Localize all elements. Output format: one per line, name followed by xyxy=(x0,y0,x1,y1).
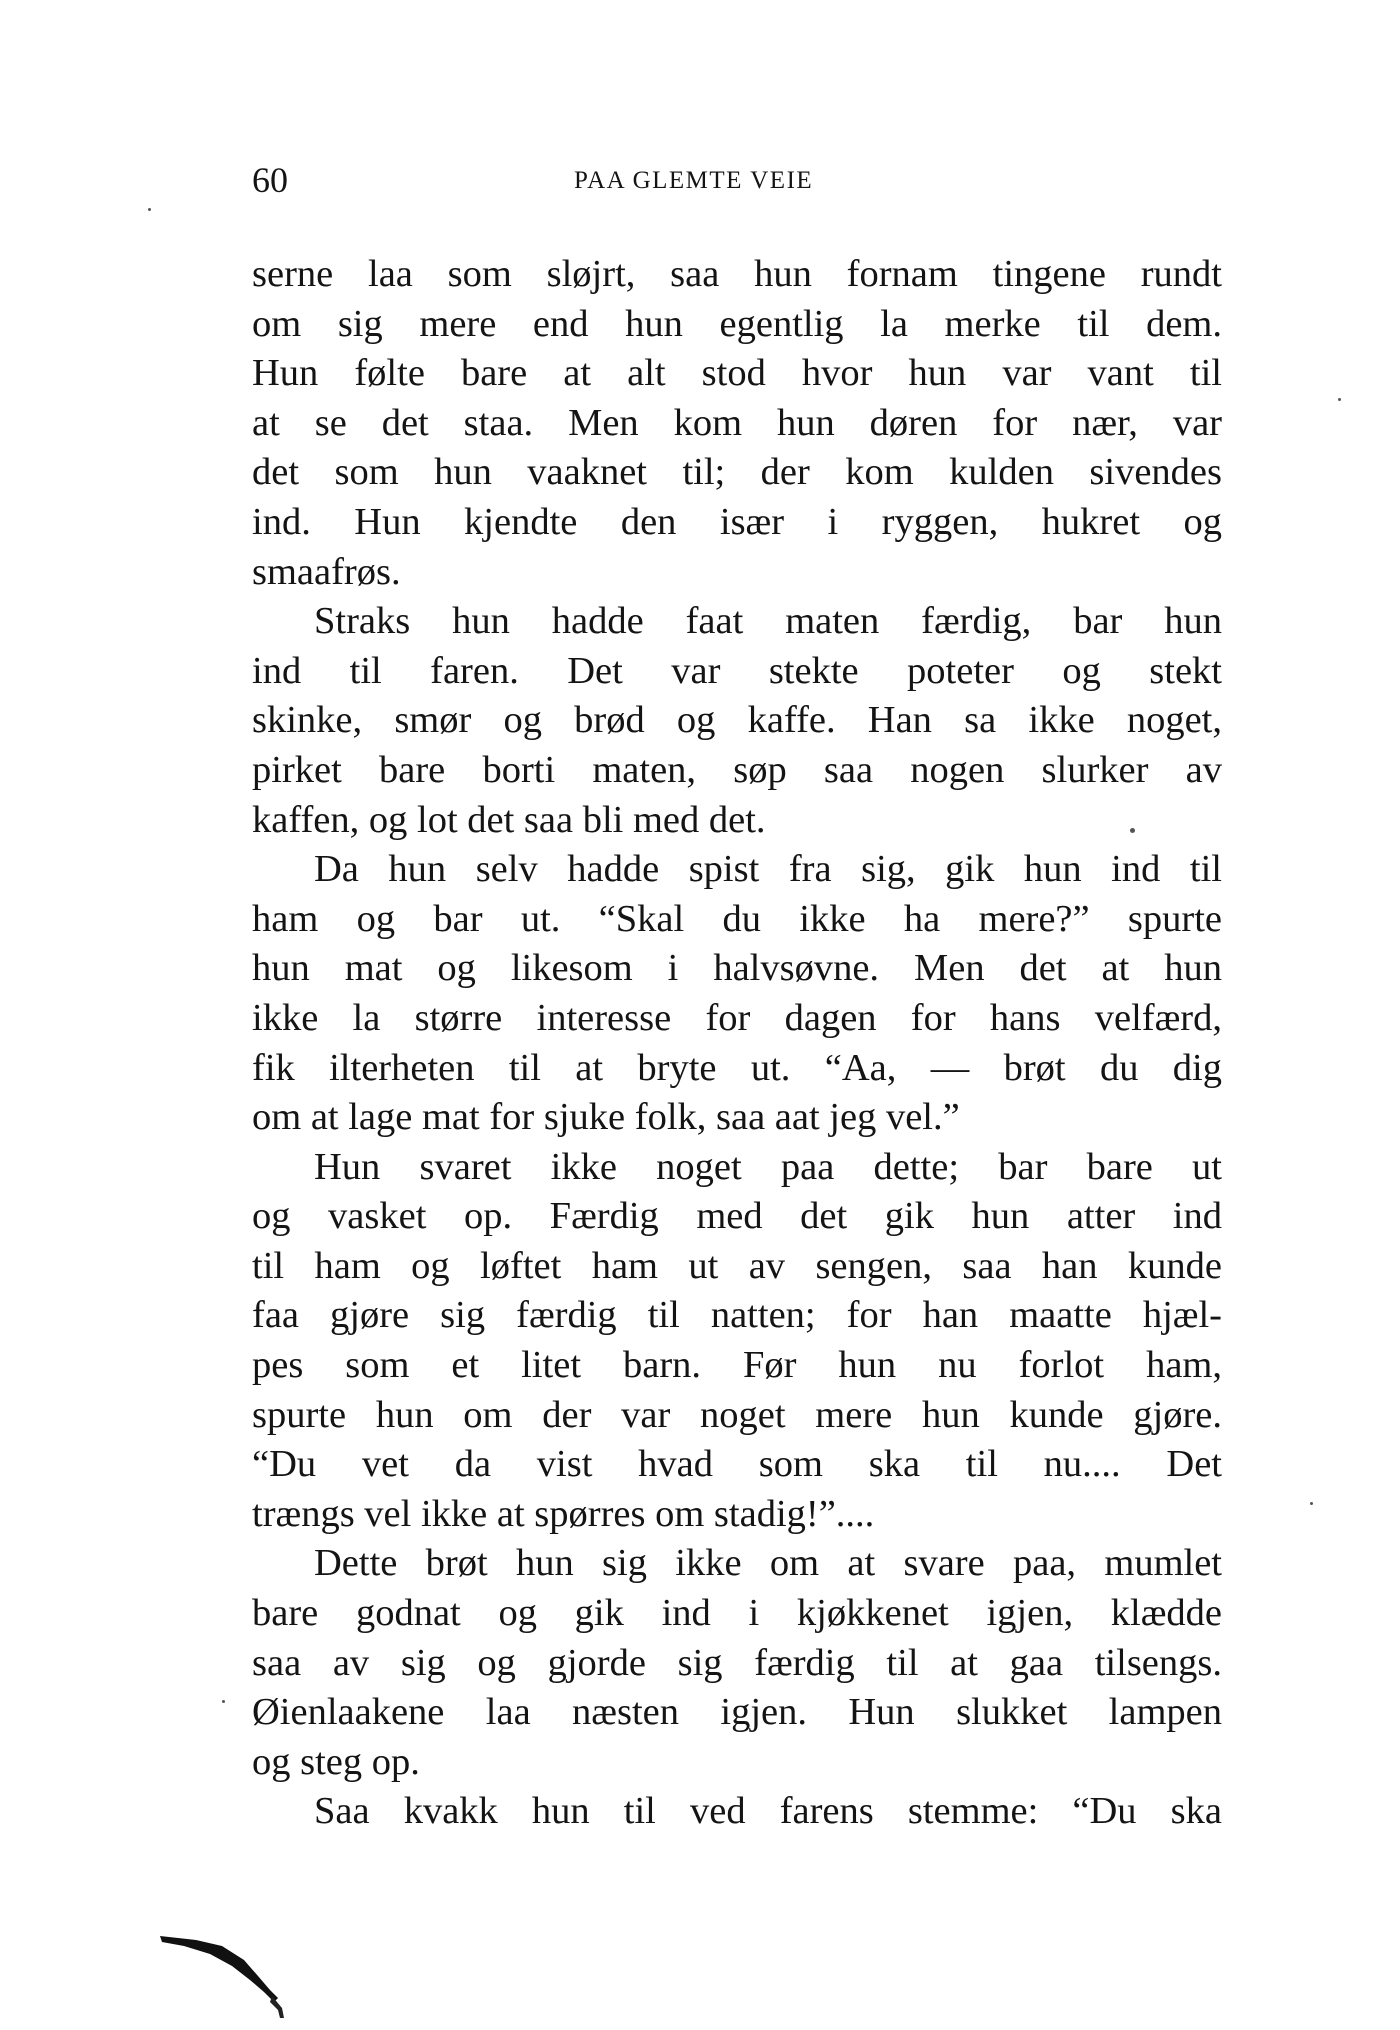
text-line: ham og bar ut. “Skal du ikke ha mere?” spurte xyxy=(252,897,1222,940)
text-line: Dette brøt hun sig ikke om at svare paa, mumlet xyxy=(314,1542,1222,1585)
text-line: ind. Hun kjendte den især i ryggen, hukret og xyxy=(252,500,1222,543)
scan-speck xyxy=(222,1700,225,1703)
text-line: ind til faren. Det var stekte poteter og stekt xyxy=(252,649,1222,692)
text-line: Straks hun hadde faat maten færdig, bar hun xyxy=(314,600,1222,643)
text-line: “Du vet da vist hvad som ska til nu.... Det xyxy=(252,1443,1222,1486)
text-line: faa gjøre sig færdig til natten; for han maatte hjæl- xyxy=(252,1294,1222,1337)
scan-speck xyxy=(148,208,151,211)
text-line: at se det staa. Men kom hun døren for nær, var xyxy=(252,401,1222,444)
body-text xyxy=(252,250,1222,1837)
text-line: kaffen, og lot det saa bli med det. xyxy=(252,798,766,841)
text-line: serne laa som sløjrt, saa hun fornam tingene rundt xyxy=(252,253,1222,295)
text-line: trængs vel ikke at spørres om stadig!”.... xyxy=(252,1492,875,1535)
text-line: Saa kvakk hun til ved farens stemme: “Du ska xyxy=(314,1790,1222,1833)
text-line: bare godnat og gik ind i kjøkkenet igjen, klædde xyxy=(252,1592,1222,1635)
ink-smudge xyxy=(160,1930,300,2020)
text-line: om at lage mat for sjuke folk, saa aat jeg vel.” xyxy=(252,1096,960,1139)
text-line: Øienlaakene laa næsten igjen. Hun slukket lampen xyxy=(252,1691,1222,1734)
text-line: hun mat og likesom i halvsøvne. Men det at hun xyxy=(252,947,1222,990)
scan-speck xyxy=(1338,398,1341,401)
text-line: til ham og løftet ham ut av sengen, saa han kunde xyxy=(252,1244,1222,1287)
text-line: fik ilterheten til at bryte ut. “Aa, — brøt du dig xyxy=(252,1046,1222,1089)
running-head: PAA GLEMTE VEIE xyxy=(574,167,814,194)
text-line: og vasket op. Færdig med det gik hun atter ind xyxy=(252,1195,1222,1238)
text-line: ikke la større interesse for dagen for hans velfærd, xyxy=(252,996,1222,1039)
scan-speck xyxy=(1130,828,1135,833)
text-line: spurte hun om der var noget mere hun kunde gjøre. xyxy=(252,1393,1222,1436)
text-line: Da hun selv hadde spist fra sig, gik hun ind til xyxy=(314,848,1222,891)
text-line: Hun følte bare at alt stod hvor hun var vant til xyxy=(252,352,1222,395)
text-line: skinke, smør og brød og kaffe. Han sa ikke noget, xyxy=(252,699,1222,742)
page-number: 60 xyxy=(252,160,288,200)
scan-speck xyxy=(1310,1502,1313,1505)
text-line: Hun svaret ikke noget paa dette; bar bare ut xyxy=(314,1145,1222,1188)
text-line: om sig mere end hun egentlig la merke til dem. xyxy=(252,302,1222,345)
text-line: smaafrøs. xyxy=(252,550,401,593)
text-line: pirket bare borti maten, søp saa nogen slurker av xyxy=(252,748,1222,791)
text-line: saa av sig og gjorde sig færdig til at gaa tilsengs. xyxy=(252,1641,1222,1684)
text-line: og steg op. xyxy=(252,1740,420,1783)
text-line: det som hun vaaknet til; der kom kulden sivendes xyxy=(252,451,1222,494)
text-line: pes som et litet barn. Før hun nu forlot ham, xyxy=(252,1344,1222,1387)
